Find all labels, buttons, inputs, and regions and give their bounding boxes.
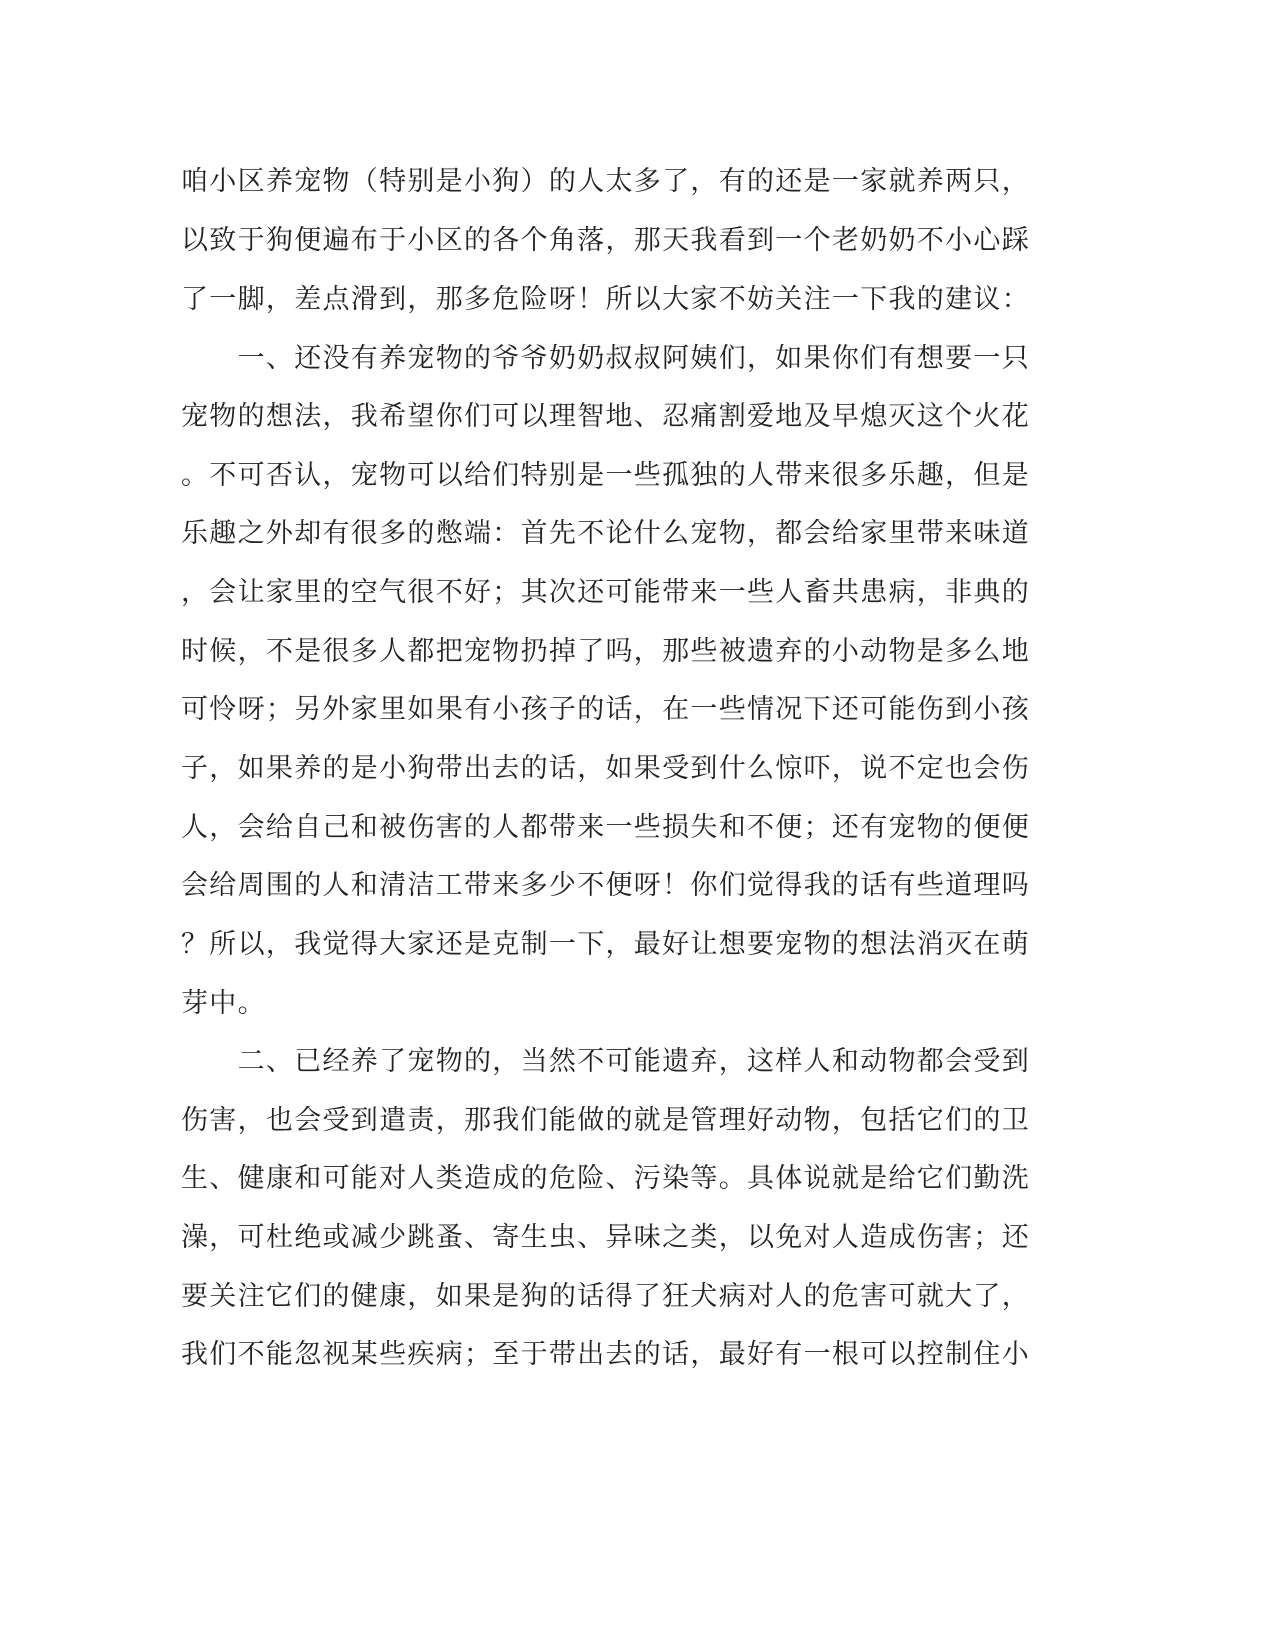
text-line: 要关注它们的健康，如果是狗的话得了狂犬病对人的危害可就大了， (181, 1281, 1030, 1312)
text-line: ，会让家里的空气很不好；其次还可能带来一些人畜共患病，非典的 (181, 577, 1030, 608)
text-line: 以致于狗便遍布于小区的各个角落，那天我看到一个老奶奶不小心踩 (181, 225, 1030, 256)
text-line: 我们不能忽视某些疾病；至于带出去的话，最好有一根可以控制住小 (181, 1339, 1030, 1370)
text-line: 咱小区养宠物（特别是小狗）的人太多了，有的还是一家就养两只， (181, 166, 1030, 197)
text-line: 生、健康和可能对人类造成的危险、污染等。具体说就是给它们勤洗 (181, 1163, 1030, 1194)
text-line: 芽中。 (181, 988, 266, 1019)
text-line: 伤害，也会受到遣责，那我们能做的就是管理好动物，包括它们的卫 (181, 1105, 1030, 1136)
text-line: ？所以，我觉得大家还是克制一下，最好让想要宠物的想法消灭在萌 (181, 929, 1030, 960)
text-line: 子，如果养的是小狗带出去的话，如果受到什么惊吓，说不定也会伤 (181, 753, 1030, 784)
text-line: 人，会给自己和被伤害的人都带来一些损失和不便；还有宠物的便便 (181, 812, 1030, 843)
text-line: 一、还没有养宠物的爷爷奶奶叔叔阿姨们，如果你们有想要一只 (181, 343, 1030, 374)
text-line: 可怜呀；另外家里如果有小孩子的话，在一些情况下还可能伤到小孩 (181, 694, 1030, 725)
text-line: 。不可否认，宠物可以给们特别是一些孤独的人带来很多乐趣，但是 (181, 460, 1030, 491)
text-line: 会给周围的人和清洁工带来多少不便呀！你们觉得我的话有些道理吗 (181, 870, 1030, 901)
text-line: 宠物的想法，我希望你们可以理智地、忍痛割爱地及早熄灭这个火花 (181, 401, 1030, 432)
text-line: 乐趣之外却有很多的憋端：首先不论什么宠物，都会给家里带来味道 (181, 518, 1030, 549)
text-line: 二、已经养了宠物的，当然不可能遗弃，这样人和动物都会受到 (181, 1046, 1030, 1077)
text-line: 时候，不是很多人都把宠物扔掉了吗，那些被遗弃的小动物是多么地 (181, 636, 1030, 667)
text-line: 澡，可杜绝或减少跳蚤、寄生虫、异味之类，以免对人造成伤害；还 (181, 1222, 1030, 1253)
text-line: 了一脚，差点滑到，那多危险呀！所以大家不妨关注一下我的建议： (181, 284, 1030, 315)
